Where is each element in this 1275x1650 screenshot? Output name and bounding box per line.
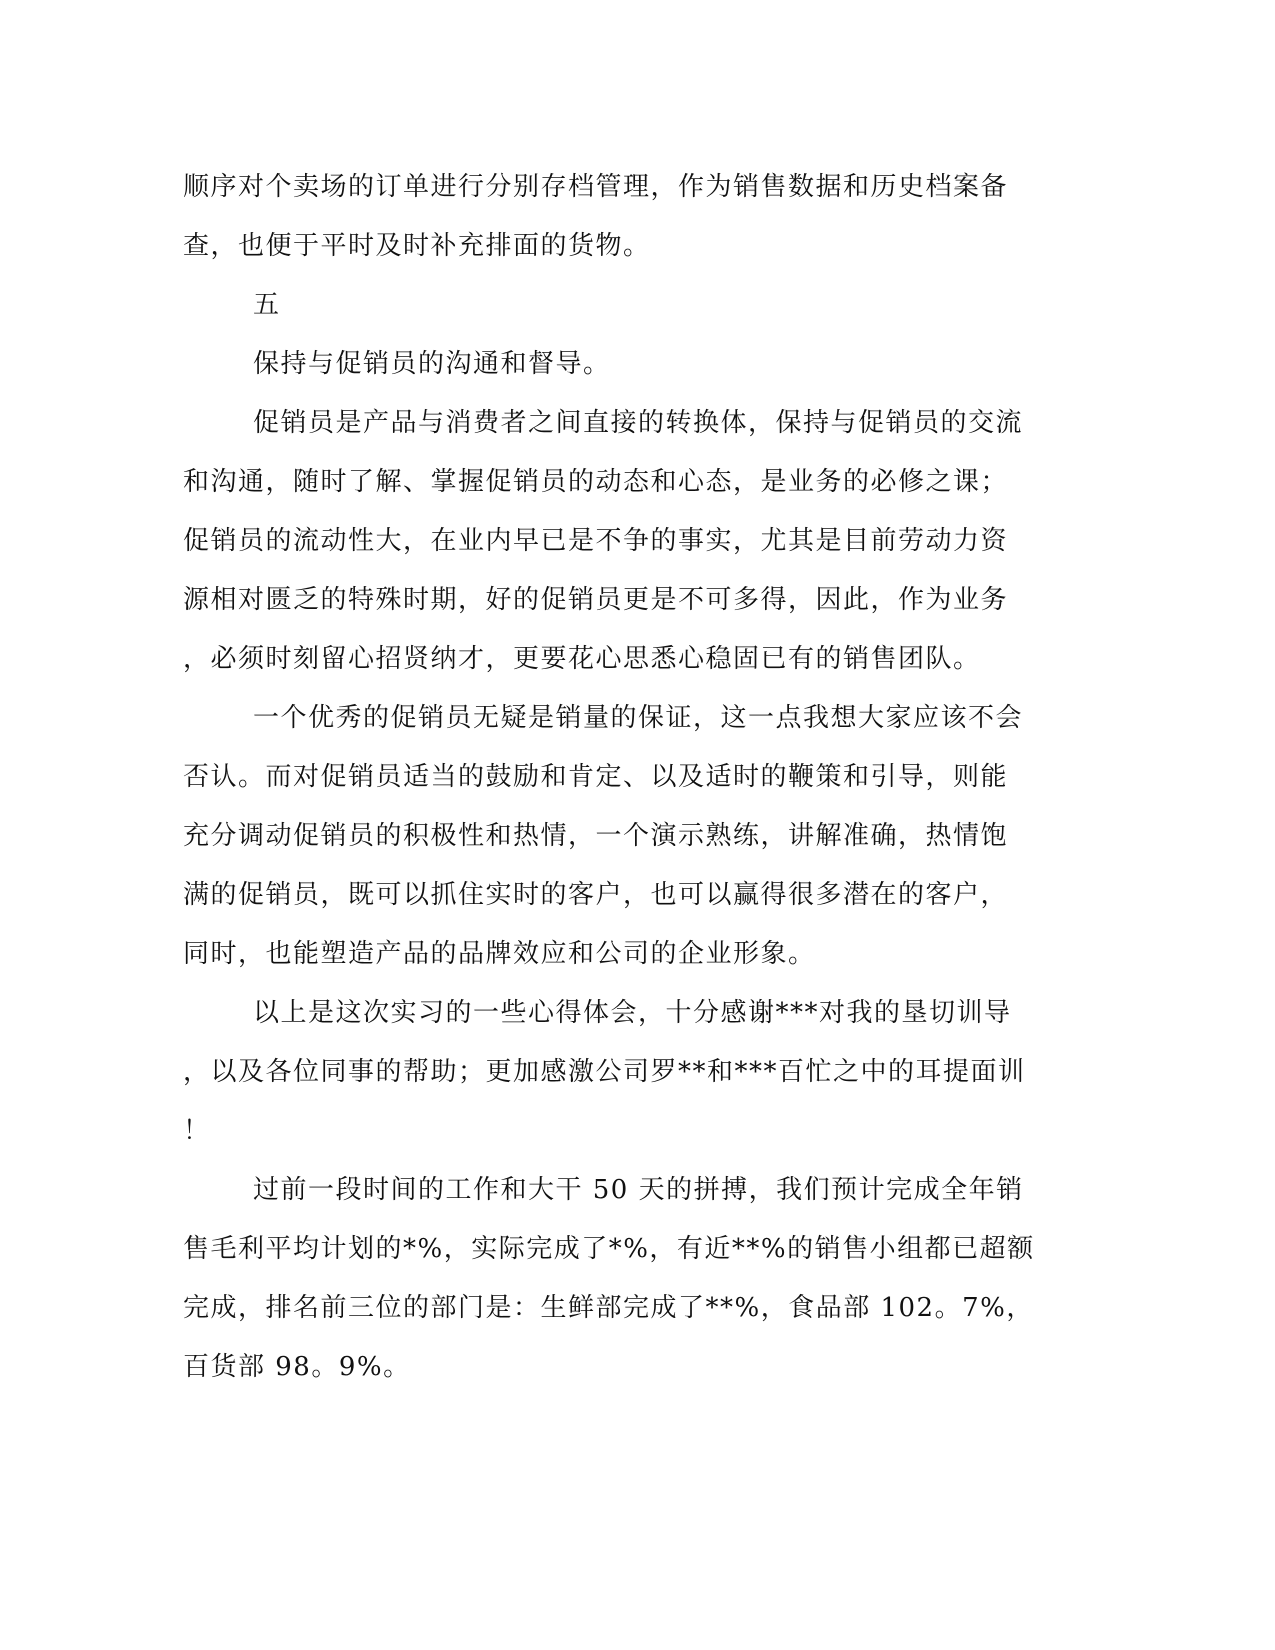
text-line: 过前一段时间的工作和大干 50 天的拼搏，我们预计完成全年销: [253, 1175, 1024, 1205]
text-line: 促销员的流动性大，在业内早已是不争的事实，尤其是目前劳动力资: [183, 526, 1009, 556]
text-line: ，以及各位同事的帮助；更加感激公司罗**和***百忙之中的耳提面训: [183, 1057, 1026, 1087]
text-line: 完成，排名前三位的部门是：生鲜部完成了**%，食品部 102。7%，: [183, 1293, 1034, 1323]
text-line: 促销员是产品与消费者之间直接的转换体，保持与促销员的交流: [253, 408, 1024, 438]
text-line: 源相对匮乏的特殊时期，好的促销员更是不可多得，因此，作为业务: [183, 585, 1009, 615]
text-line: 顺序对个卖场的订单进行分别存档管理，作为销售数据和历史档案备: [183, 172, 1009, 202]
text-line: 一个优秀的促销员无疑是销量的保证，这一点我想大家应该不会: [253, 703, 1024, 733]
text-line: 和沟通，随时了解、掌握促销员的动态和心态，是业务的必修之课；: [183, 467, 1009, 497]
text-line: ！: [183, 1116, 211, 1146]
text-line: 以上是这次实习的一些心得体会，十分感谢***对我的垦切训导: [253, 998, 1012, 1028]
section-heading: 保持与促销员的沟通和督导。: [253, 349, 611, 379]
document-body: [183, 158, 1033, 1397]
text-line: 充分调动促销员的积极性和热情，一个演示熟练，讲解准确，热情饱: [183, 821, 1009, 851]
text-line: 售毛利平均计划的*%，实际完成了*%，有近**%的销售小组都已超额: [183, 1234, 1035, 1264]
text-line: ，必须时刻留心招贤纳才，更要花心思悉心稳固已有的销售团队。: [183, 644, 981, 674]
text-line: 查，也便于平时及时补充排面的货物。: [183, 231, 651, 261]
text-line: 否认。而对促销员适当的鼓励和肯定、以及适时的鞭策和引导，则能: [183, 762, 1009, 792]
text-line: 百货部 98。9%。: [183, 1352, 411, 1382]
section-number: 五: [253, 290, 281, 320]
text-line: 满的促销员，既可以抓住实时的客户，也可以赢得很多潜在的客户，: [183, 880, 1009, 910]
text-line: 同时，也能塑造产品的品牌效应和公司的企业形象。: [183, 939, 816, 969]
